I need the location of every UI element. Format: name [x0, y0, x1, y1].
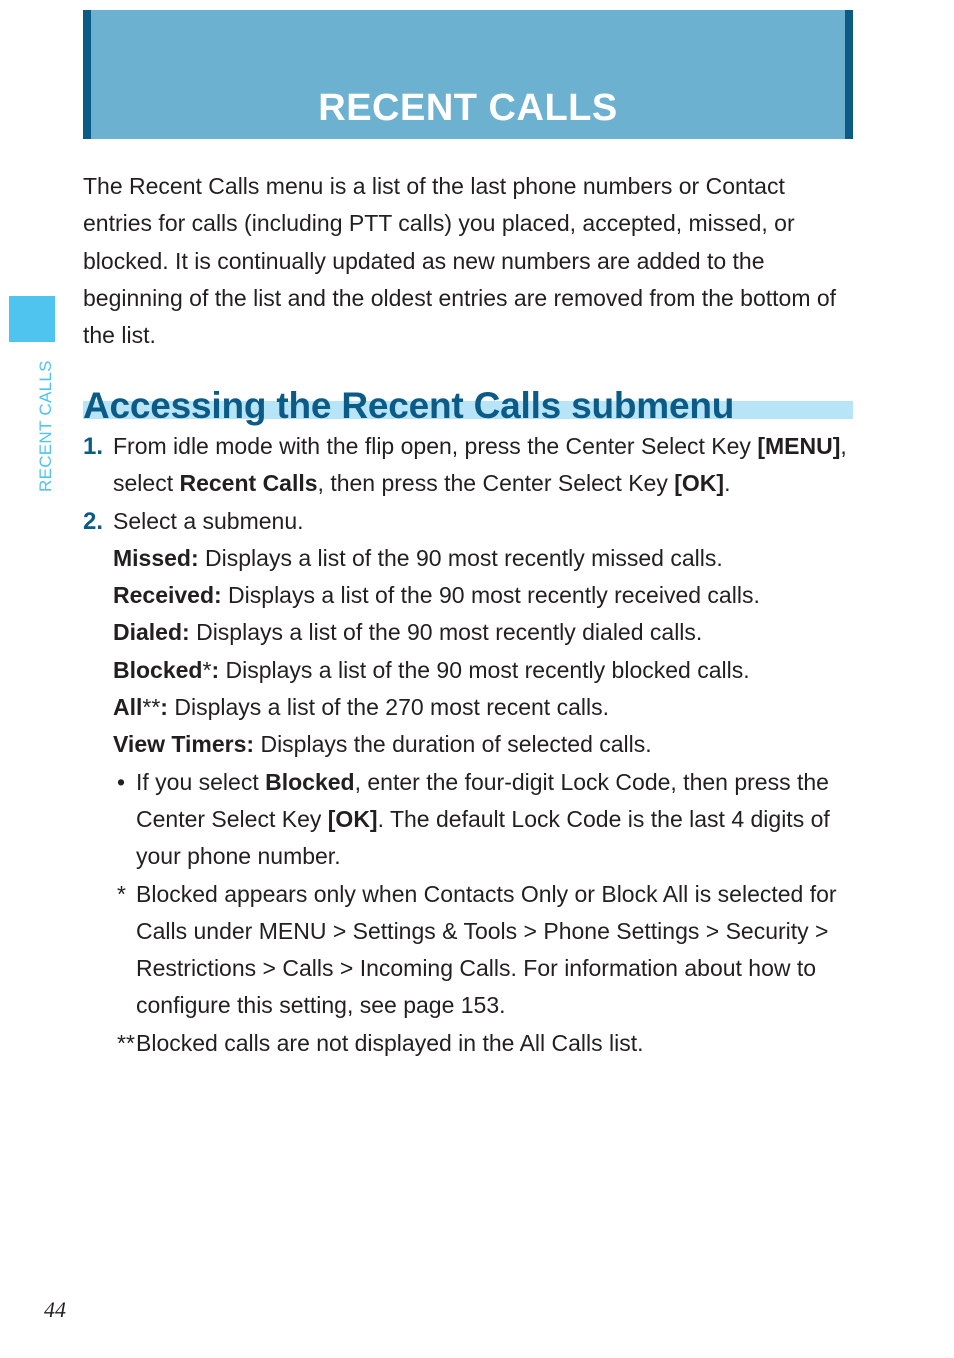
- bullet-note: [113, 764, 863, 876]
- definition-text: Displays a list of the 90 most recently blocked calls.: [219, 656, 750, 683]
- footnote-marker: *: [202, 656, 212, 683]
- menu-key-label: [MENU]: [757, 433, 841, 459]
- definition-colon: :: [211, 656, 220, 683]
- definition-dialed: [113, 614, 863, 651]
- page-title: RECENT CALLS: [318, 87, 618, 129]
- bullet-text-part: . The default Lock Code is the last 4 digits of your phone number.: [136, 805, 830, 870]
- recent-calls-label: Recent Calls: [179, 470, 318, 497]
- definition-view-timers: [113, 726, 863, 763]
- footnote-marker: **: [142, 694, 161, 721]
- definition-missed: [113, 540, 863, 577]
- bullet-icon: •: [117, 768, 126, 795]
- footnote-2: [113, 1025, 863, 1062]
- bullet-text-part: , enter the four-digit Lock Code, then press the Center Select Key: [136, 768, 829, 832]
- definition-term: Blocked: [113, 656, 203, 683]
- definition-colon: :: [160, 694, 168, 721]
- definition-text: Displays a list of the 90 most recently missed calls.: [198, 544, 723, 571]
- step-text: [113, 428, 863, 503]
- footnote-marker: *: [117, 880, 126, 907]
- definition-term: Dialed:: [113, 619, 190, 646]
- step-text-part: , select: [113, 433, 847, 497]
- step-text-part: , then press the Center Select Key: [317, 470, 675, 497]
- definition-text: Displays a list of the 90 most recently dialed calls.: [189, 619, 703, 646]
- definition-term: View Timers:: [113, 731, 255, 758]
- intro-paragraph: The Recent Calls menu is a list of the last phone numbers or Contact entries for calls (including PTT calls) you placed, accepted, missed, or blocked. It is continually updated as new numbers are added to the beginning of the list and the oldest entries are removed from the bottom of the list.: [83, 173, 837, 349]
- step-number: 1.: [83, 433, 104, 460]
- definition-text: Displays a list of the 90 most recently received calls.: [221, 582, 760, 609]
- ok-key-label: [OK]: [327, 805, 378, 832]
- submenu-definitions: [113, 540, 863, 764]
- bullet-text-part: If you select: [136, 768, 266, 795]
- step-1: [83, 428, 863, 503]
- blocked-label: Blocked: [265, 768, 355, 795]
- side-tab-marker: [9, 296, 55, 342]
- step-text-part: From idle mode with the flip open, press the Center Select Key: [113, 433, 758, 459]
- step-text: Select a submenu.: [113, 507, 304, 534]
- title-banner: [83, 10, 853, 139]
- definition-text: Displays a list of the 270 most recent calls.: [167, 694, 609, 721]
- page-number: 44: [44, 1297, 66, 1322]
- footnote-text: Blocked calls are not displayed in the All Calls list.: [136, 1029, 644, 1056]
- definition-text: Displays the duration of selected calls.: [254, 731, 652, 758]
- step-text-part: .: [724, 470, 731, 497]
- definition-all: [113, 689, 863, 726]
- side-tab-label: RECENT CALLS: [36, 360, 55, 492]
- ok-key-label: [OK]: [674, 470, 725, 497]
- step-number: 2.: [83, 507, 104, 535]
- bullet-text: [136, 764, 863, 876]
- section-heading: Accessing the Recent Calls submenu: [83, 385, 735, 426]
- definition-blocked: [113, 652, 863, 689]
- footnote-marker: **: [117, 1029, 135, 1056]
- footnote-text: Blocked appears only when Contacts Only or Block All is selected for Calls under MENU > Settings & Tools > Phone Settings > Security > Restrictions > Calls > Incoming Calls. For information about how to configure this setting, see page 153.: [136, 880, 837, 1019]
- footnote-1: [113, 876, 863, 1025]
- definition-term: All: [113, 694, 143, 721]
- instructions: [83, 428, 863, 1062]
- definition-term: Missed:: [113, 544, 199, 571]
- definition-term: Received:: [113, 582, 222, 609]
- step-2: [83, 503, 863, 540]
- definition-received: [113, 577, 863, 614]
